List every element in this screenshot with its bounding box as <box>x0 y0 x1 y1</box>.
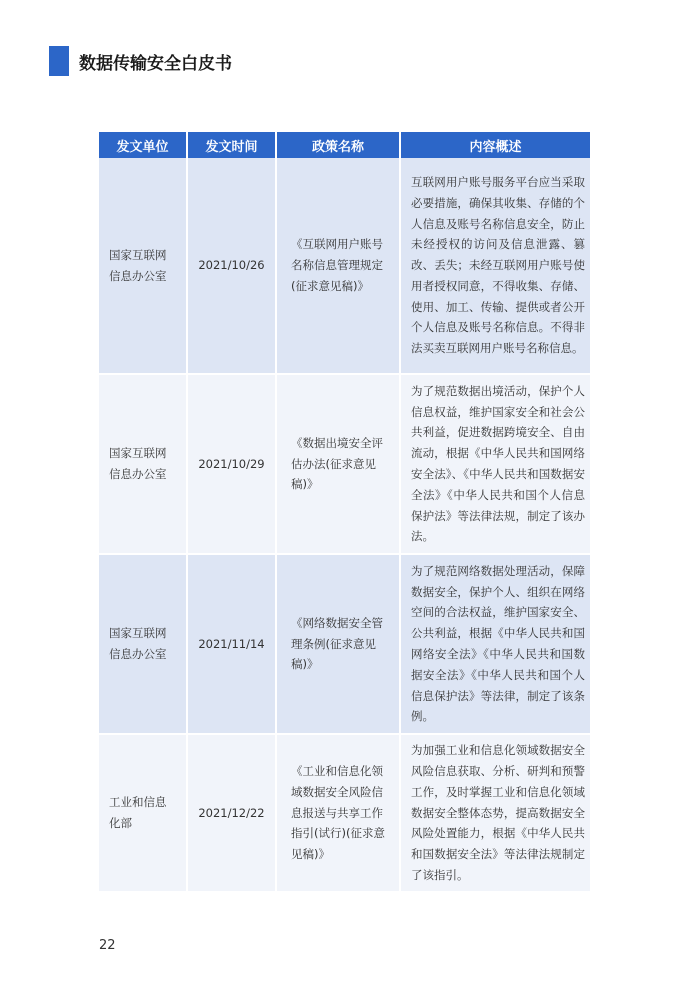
cell-summary: 为了规范数据出境活动，保护个人信息权益，维护国家安全和社会公共利益，促进数据跨境安全、自由流动，根据《中华人民共和国网络安全法》、《中华人民共和国数据安全法》《中华人民共和国个人信息保护法》等法律法规，制定了该办法。 <box>400 374 590 554</box>
cell-date: 2021/10/26 <box>187 158 276 374</box>
cell-summary: 为加强工业和信息化领域数据安全风险信息获取、分析、研判和预警工作，及时掌握工业和信息化领域数据安全整体态势，提高数据安全风险处置能力，根据《中华人民共和国数据安全法》等法律法规制定了该指引。 <box>400 734 590 892</box>
cell-unit: 工业和信息化部 <box>99 734 187 892</box>
column-header-summary: 内容概述 <box>400 132 590 158</box>
table-row <box>99 554 590 734</box>
column-header-date: 发文时间 <box>187 132 276 158</box>
table-row <box>99 158 590 374</box>
cell-date: 2021/11/14 <box>187 554 276 734</box>
cell-unit: 国家互联网信息办公室 <box>99 158 187 374</box>
policy-table <box>99 132 590 893</box>
cell-date: 2021/12/22 <box>187 734 276 892</box>
cell-policy-name: 《互联网用户账号名称信息管理规定(征求意见稿)》 <box>276 158 400 374</box>
page-number: 22 <box>99 938 116 953</box>
cell-policy-name: 《工业和信息化领域数据安全风险信息报送与共享工作指引(试行)(征求意见稿)》 <box>276 734 400 892</box>
table-row <box>99 734 590 892</box>
page-header <box>49 46 232 76</box>
column-header-name: 政策名称 <box>276 132 400 158</box>
header-accent-bar <box>49 46 69 76</box>
cell-unit: 国家互联网信息办公室 <box>99 554 187 734</box>
table-header-row <box>99 132 590 158</box>
cell-date: 2021/10/29 <box>187 374 276 554</box>
cell-policy-name: 《网络数据安全管理条例(征求意见稿)》 <box>276 554 400 734</box>
cell-summary: 互联网用户账号服务平台应当采取必要措施，确保其收集、存储的个人信息及账号名称信息安全，防止未经授权的访问及信息泄露、篡改、丢失；未经互联网用户账号使用者授权同意，不得收集、存储、使用、加工、传输、提供或者公开个人信息及账号名称信息。不得非法买卖互联网用户账号名称信息。 <box>400 158 590 374</box>
cell-summary: 为了规范网络数据处理活动，保障数据安全，保护个人、组织在网络空间的合法权益，维护国家安全、公共利益，根据《中华人民共和国网络安全法》《中华人民共和国数据安全法》《中华人民共和国个人信息保护法》等法律，制定了该条例。 <box>400 554 590 734</box>
cell-policy-name: 《数据出境安全评估办法(征求意见稿)》 <box>276 374 400 554</box>
table-row <box>99 374 590 554</box>
cell-unit: 国家互联网信息办公室 <box>99 374 187 554</box>
column-header-unit: 发文单位 <box>99 132 187 158</box>
document-title: 数据传输安全白皮书 <box>79 53 232 74</box>
